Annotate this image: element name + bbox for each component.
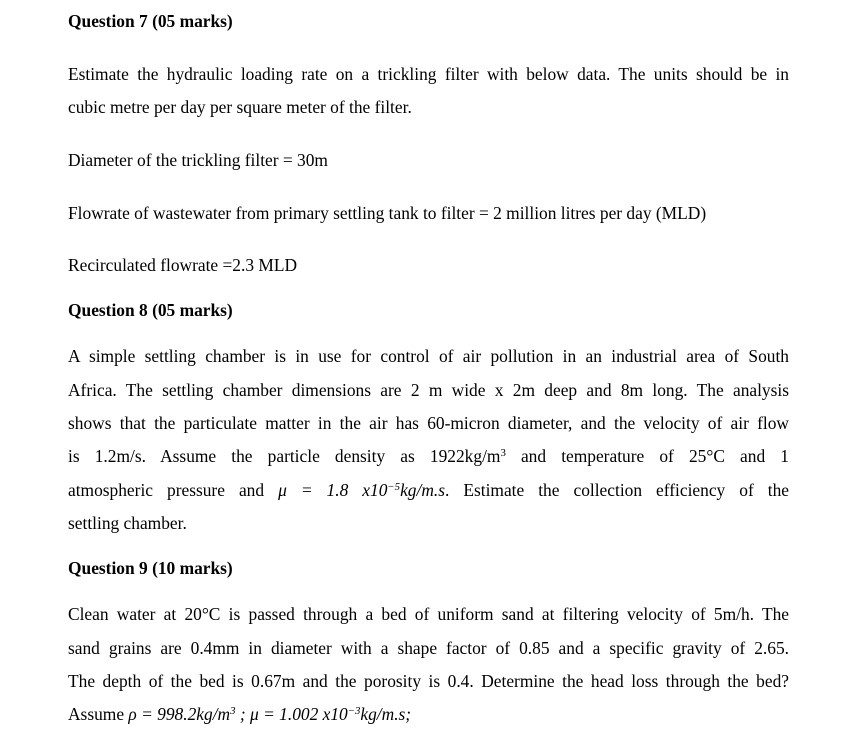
viscosity-unit: kg/m.s [400,480,445,500]
water-viscosity-value: ; μ = 1.002 x10 [235,704,348,724]
question-8-line-5-part-a: atmospheric pressure and [68,480,279,500]
question-7-text-line-2: cubic metre per day per square meter of the filter. [68,97,412,117]
viscosity-value: μ = 1.8 x10 [278,480,388,500]
question-8-text-line-4 [68,448,789,465]
viscosity-formula [278,480,445,500]
question-9-text-line-4 [68,706,411,723]
question-7-recirculated-flowrate: Recirculated flowrate =2.3 MLD [68,255,298,275]
question-9-text-line-1: Clean water at 20°C is passed through a bed of uniform sand at filtering velocity of 5m/h. The [68,604,789,624]
question-9-text-line-3: The depth of the bed is 0.67m and the porosity is 0.4. Determine the head loss through the bed? [68,671,789,691]
question-8-line-5-part-b: . Estimate the collection efficiency of the [445,480,789,500]
density-exponent: 3 [500,447,506,460]
question-8-text-line-3: shows that the particulate matter in the air has 60-micron diameter, and the velocity of air flow [68,413,789,433]
question-8-heading: Question 8 (05 marks) [68,300,233,320]
density-value: ρ = 998.2kg/m [128,704,231,724]
question-7-flowrate: Flowrate of wastewater from primary settling tank to filter = 2 million litres per day (MLD) [68,203,707,223]
question-8-line-4-part-a: is 1.2m/s. Assume the particle density as 1922kg/m [68,446,501,466]
water-viscosity-exponent: −3 [347,705,361,718]
question-8-text-line-2: Africa. The settling chamber dimensions are 2 m wide x 2m deep and 8m long. The analysis [68,380,789,400]
question-9-assume-label: Assume [68,704,129,724]
viscosity-exponent: −5 [387,481,401,494]
question-8-text-line-5 [68,482,789,499]
question-8-text-line-1: A simple settling chamber is in use for control of air pollution in an industrial area of South [68,346,789,366]
question-7-heading: Question 7 (05 marks) [68,11,233,31]
question-7-text-line-1: Estimate the hydraulic loading rate on a trickling filter with below data. The units should be in [68,64,789,84]
water-properties-formula [128,704,411,724]
question-8-line-4-part-b: and temperature of 25°C and 1 [505,446,789,466]
question-7-diameter: Diameter of the trickling filter = 30m [68,150,328,170]
water-density-exponent: 3 [230,705,236,718]
question-8-text-line-6: settling chamber. [68,513,187,533]
question-9-text-line-2: sand grains are 0.4mm in diameter with a shape factor of 0.85 and a specific gravity of 2.65. [68,638,789,658]
water-viscosity-unit: kg/m.s; [360,704,412,724]
question-9-heading: Question 9 (10 marks) [68,558,233,578]
